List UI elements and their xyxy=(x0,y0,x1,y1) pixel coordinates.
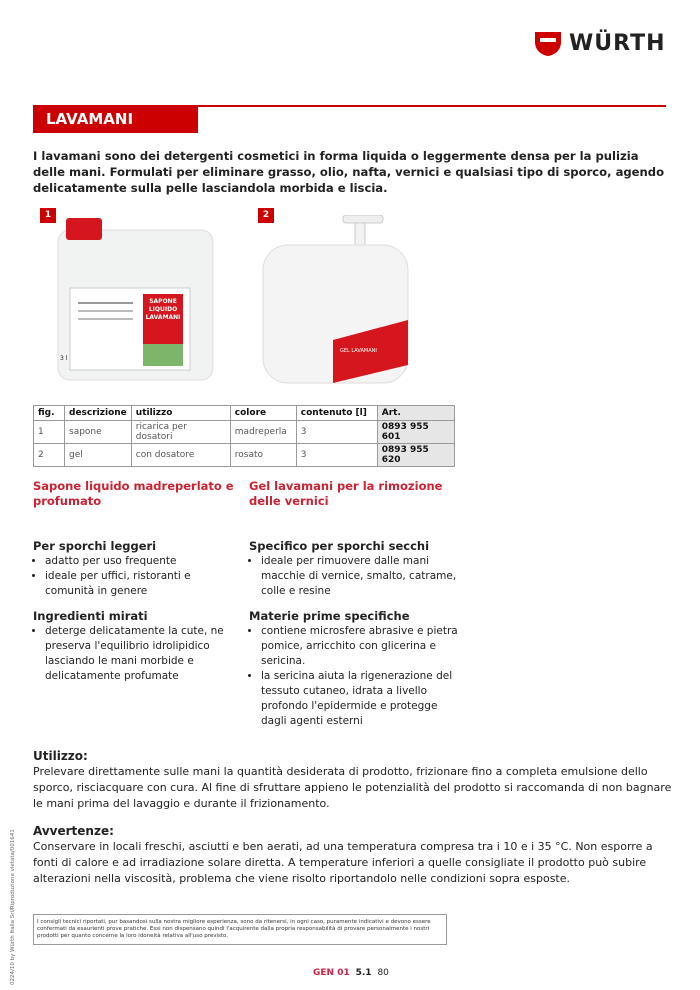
product-table xyxy=(33,405,455,467)
figure-1-size: 3 l xyxy=(60,355,68,362)
wurth-logo-icon xyxy=(533,28,563,58)
page-title: LAVAMANI xyxy=(33,105,198,133)
cell: madreperla xyxy=(230,421,296,444)
article-number: 0893 955 601 xyxy=(377,421,454,444)
avvertenze-text: Conservare in locali freschi, asciutti e ben aerati, ad una temperatura compresa tra i 10 e i 35 °C. Non esporre a fonti di calore e ad irradiazione solare diretta. A temperature inferiori a quelle consigliate il prodotto può subire alterazioni nella viscosità, problema che viene risolto riportandolo nelle condizioni sopra esposte. xyxy=(33,840,653,885)
col-art: Art. xyxy=(377,406,454,421)
col-descrizione: descrizione xyxy=(65,406,132,421)
disclaimer-box: I consigli tecnici riportati, pur basandosi sulla nostra migliore esperienza, sono da ritenersi, in ogni caso, puramente indicativi e devono essere confermati da esaurienti prove pratiche. Essi non dispensano quindi l'acquirente dalla propria responsabilità di provare personalmente i nostri prodotti per quanto concerne la loro idoneità relativa all'uso previsto. xyxy=(33,914,447,945)
figure-1-label: SAPONE LIQUIDO LAVAMANI xyxy=(145,298,181,321)
list-item: • contiene microsfere abrasive e pietra pomice, arricchito con glicerina e sericina. xyxy=(261,624,459,669)
avvertenze-section xyxy=(33,823,673,887)
col-contenuto: contenuto [l] xyxy=(296,406,377,421)
intro-text: I lavamani sono dei detergenti cosmetici in forma liquida o leggermente densa per la pulizia delle mani. Formulati per eliminare grasso, olio, nafta, vernici e qualsiasi tipo di sporco, agendo delicatamente sulla pelle lasciandola morbida e liscia. xyxy=(33,149,665,195)
wurth-logo xyxy=(533,28,666,58)
list-item: • ideale per uffici, ristoranti e comunità in genere xyxy=(45,569,243,599)
article-number: 0893 955 620 xyxy=(377,444,454,467)
product-image-gel xyxy=(258,215,413,385)
page-footer xyxy=(313,968,389,978)
table-row xyxy=(34,421,455,444)
right-column xyxy=(249,479,459,729)
cell: 2 xyxy=(34,444,65,467)
footer-section: GEN 01 xyxy=(313,968,350,978)
utilizzo-heading: Utilizzo: xyxy=(33,749,88,763)
cell: sapone xyxy=(65,421,132,444)
side-copyright: 0224/10 by Würth Italia Srl/Riproduzione vietata/001641 xyxy=(10,829,16,985)
cell: ricarica per dosatori xyxy=(131,421,230,444)
brand-name: WÜRTH xyxy=(569,30,666,56)
left-column xyxy=(33,479,243,684)
utilizzo-text: Prelevare direttamente sulle mani la quantità desiderata di prodotto, frizionare fino a completa emulsione dello sporco, risciacquare con cura. Al fine di sfruttare appieno le potenzialità del prodotto si raccomanda di non bagnare le mani prima del lavaggio e durante il frizionamento. xyxy=(33,765,672,810)
left-heading-1: Per sporchi leggeri xyxy=(33,539,157,553)
col-utilizzo: utilizzo xyxy=(131,406,230,421)
page-number: 80 xyxy=(377,968,389,978)
cell: 3 xyxy=(296,421,377,444)
left-subtitle: Sapone liquido madreperlato e profumato xyxy=(33,479,234,508)
right-subtitle: Gel lavamani per la rimozione delle vernici xyxy=(249,479,443,508)
avvertenze-heading: Avvertenze: xyxy=(33,824,114,838)
cell: rosato xyxy=(230,444,296,467)
list-item: • ideale per rimuovere dalle mani macchie di vernice, smalto, catrame, colle e resine xyxy=(261,554,459,599)
list-item: • deterge delicatamente la cute, ne preserva l'equilibrio idrolipidico lasciando le mani morbide e delicatamente profumate xyxy=(45,624,243,684)
list-item: • la sericina aiuta la rigenerazione del tessuto cutaneo, idrata a livello profondo l'epidermide e protegge dagli agenti esterni xyxy=(261,669,459,729)
table-row xyxy=(34,444,455,467)
figure-2-label: GEL LAVAMANI xyxy=(340,348,377,354)
right-heading-2: Materie prime specifiche xyxy=(249,609,410,623)
right-heading-1: Specifico per sporchi secchi xyxy=(249,539,430,553)
figure-badge-2: 2 xyxy=(258,208,274,223)
utilizzo-section xyxy=(33,748,673,812)
table-header-row xyxy=(34,406,455,421)
cell: 1 xyxy=(34,421,65,444)
col-fig: fig. xyxy=(34,406,65,421)
title-bar xyxy=(33,105,666,133)
title-divider xyxy=(198,105,666,107)
footer-chapter: 5.1 xyxy=(355,968,372,978)
figure-badge-1: 1 xyxy=(40,208,56,223)
cell: gel xyxy=(65,444,132,467)
left-heading-2: Ingredienti mirati xyxy=(33,609,148,623)
cell: con dosatore xyxy=(131,444,230,467)
cell: 3 xyxy=(296,444,377,467)
col-colore: colore xyxy=(230,406,296,421)
list-item: • adatto per uso frequente xyxy=(45,554,243,569)
product-image-sapone xyxy=(48,218,223,383)
